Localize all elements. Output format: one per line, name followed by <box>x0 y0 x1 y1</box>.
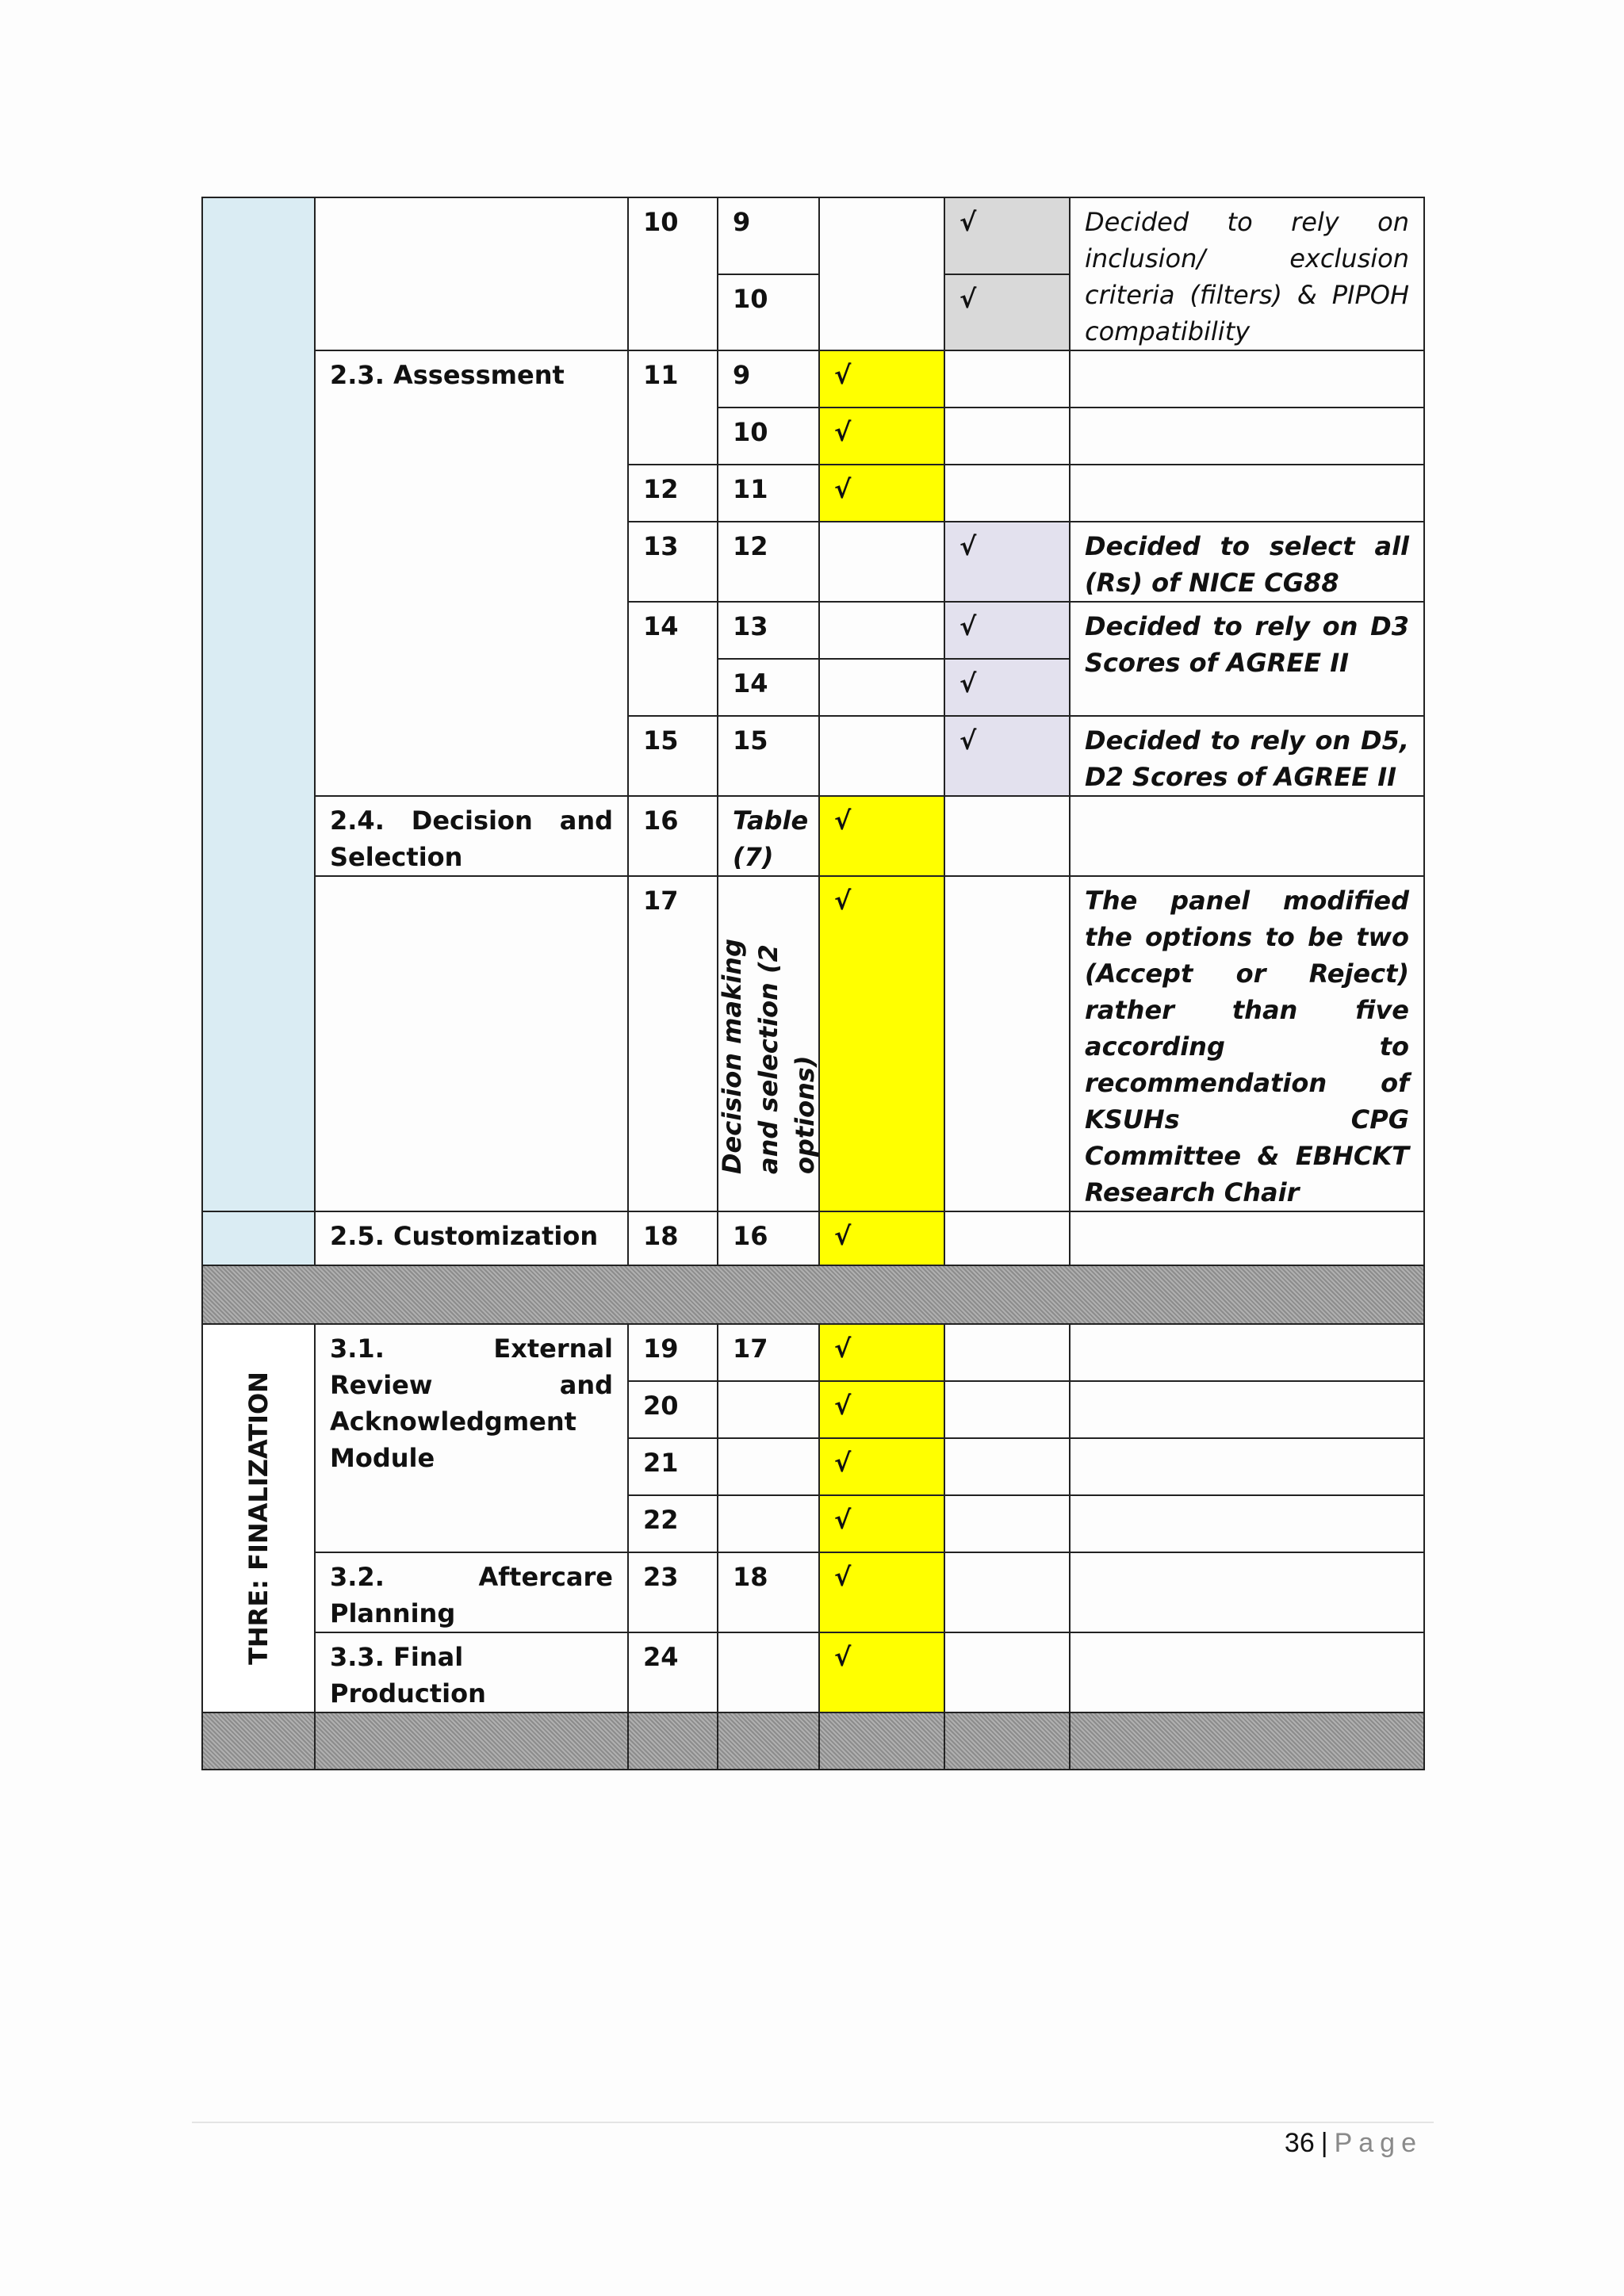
check-cell-b <box>944 465 1070 522</box>
comment-cell <box>1070 408 1424 465</box>
check-cell-a: √ <box>819 876 944 1211</box>
comment-cell <box>1070 350 1424 408</box>
item-number: 21 <box>628 1438 718 1495</box>
sub-item-number <box>718 1632 819 1712</box>
phase-three-cell <box>202 1324 315 1712</box>
comment-cell <box>1070 1632 1424 1712</box>
separator-cell <box>819 1712 944 1770</box>
item-number: 24 <box>628 1632 718 1712</box>
item-number: 23 <box>628 1552 718 1632</box>
check-cell-a: √ <box>819 408 944 465</box>
table-row <box>202 1211 1424 1265</box>
separator-cell <box>628 1712 718 1770</box>
sub-item-number: 13 <box>718 602 819 659</box>
sub-item-number: 15 <box>718 716 819 796</box>
phase-three-label: THRE: FINALIZATION <box>243 1372 274 1665</box>
comment-cell: Decided to rely on D3 Scores of AGREE II <box>1070 602 1424 716</box>
sub-item-number: 10 <box>718 274 819 351</box>
sub-item-number: 12 <box>718 522 819 602</box>
check-cell-b: √ <box>944 522 1070 602</box>
check-cell-a: √ <box>819 465 944 522</box>
comment-cell <box>1070 796 1424 876</box>
section-label <box>315 1324 628 1552</box>
check-cell-a: √ <box>819 350 944 408</box>
item-number: 15 <box>628 716 718 796</box>
section-label <box>315 796 628 876</box>
comment-cell: Decided to rely on D5, D2 Scores of AGREE II <box>1070 716 1424 796</box>
check-cell-a: √ <box>819 796 944 876</box>
item-number: 10 <box>628 197 718 350</box>
item-number: 12 <box>628 465 718 522</box>
section-label: 2.5. Customization <box>315 1211 628 1265</box>
separator-cell <box>202 1712 315 1770</box>
table-row <box>202 1632 1424 1712</box>
table-row <box>202 796 1424 876</box>
item-number: 19 <box>628 1324 718 1381</box>
section-label <box>315 1552 628 1632</box>
phase-two-cell <box>202 197 315 1211</box>
check-cell-a: √ <box>819 1211 944 1265</box>
item-number: 16 <box>628 796 718 876</box>
check-cell-b <box>944 1438 1070 1495</box>
section-label-text: 3.1. External Review and Acknowledgment Module <box>330 1334 613 1473</box>
check-cell-b: √ <box>944 274 1070 351</box>
phase-two-cell <box>202 1211 315 1265</box>
check-cell-a <box>819 197 944 350</box>
section-cell <box>315 876 628 1211</box>
item-number: 11 <box>628 350 718 465</box>
sub-item-number: 11 <box>718 465 819 522</box>
sub-item-number <box>718 1495 819 1552</box>
check-cell-a: √ <box>819 1552 944 1632</box>
item-number: 17 <box>628 876 718 1211</box>
check-cell-a: √ <box>819 1495 944 1552</box>
comment-cell: Decided to rely on inclusion/ exclusion criteria (filters) & PIPOH compatibility <box>1070 197 1424 350</box>
check-cell-b: √ <box>944 659 1070 716</box>
separator-cell <box>718 1712 819 1770</box>
footer-separator: | <box>1320 2128 1328 2158</box>
check-cell-a: √ <box>819 1632 944 1712</box>
sub-item-number: 10 <box>718 408 819 465</box>
footer-rule <box>192 2122 1434 2123</box>
evaluation-table <box>201 197 1425 1770</box>
check-cell-b: √ <box>944 716 1070 796</box>
separator-cell <box>202 1265 1424 1324</box>
check-cell-b <box>944 350 1070 408</box>
table-row <box>202 197 1424 274</box>
check-cell-a: √ <box>819 1438 944 1495</box>
section-label: 3.3. Final Production <box>315 1632 628 1712</box>
check-cell-a: √ <box>819 1324 944 1381</box>
sub-item-number: 18 <box>718 1552 819 1632</box>
sub-item-number: 9 <box>718 350 819 408</box>
sub-item-number: 16 <box>718 1211 819 1265</box>
comment-cell <box>1070 1552 1424 1632</box>
item-number: 13 <box>628 522 718 602</box>
check-cell-a <box>819 716 944 796</box>
check-cell-a <box>819 602 944 659</box>
sub-item-label: Table (7) <box>718 796 819 876</box>
check-cell-b <box>944 1211 1070 1265</box>
section-label-text: 3.2. Aftercare Planning <box>330 1562 613 1628</box>
check-cell-b: √ <box>944 197 1070 274</box>
check-cell-a <box>819 522 944 602</box>
section-label-text: 2.4. Decision and Selection <box>330 806 613 872</box>
comment-cell <box>1070 1324 1424 1381</box>
comment-cell <box>1070 1495 1424 1552</box>
separator-row <box>202 1265 1424 1324</box>
comment-cell: Decided to select all (Rs) of NICE CG88 <box>1070 522 1424 602</box>
separator-cell <box>315 1712 628 1770</box>
page-word: Page <box>1334 2128 1423 2158</box>
sub-item-number <box>718 1381 819 1438</box>
check-cell-a <box>819 659 944 716</box>
sub-item-number: 9 <box>718 197 819 274</box>
check-cell-b <box>944 1632 1070 1712</box>
comment-cell <box>1070 1381 1424 1438</box>
check-cell-b <box>944 1552 1070 1632</box>
table-row <box>202 350 1424 408</box>
item-number: 14 <box>628 602 718 716</box>
comment-cell <box>1070 465 1424 522</box>
comment-cell: The panel modified the options to be two (Accept or Reject) rather than five according to recommendation of KSUHs CPG Committee & EBHCKT Research Chair <box>1070 876 1424 1211</box>
check-cell-b <box>944 1495 1070 1552</box>
separator-cell <box>944 1712 1070 1770</box>
separator-cell <box>1070 1712 1424 1770</box>
check-cell-b <box>944 796 1070 876</box>
sub-item-number: 14 <box>718 659 819 716</box>
sub-item-vertical-cell <box>718 876 819 1211</box>
comment-cell <box>1070 1438 1424 1495</box>
item-number: 18 <box>628 1211 718 1265</box>
check-cell-b <box>944 876 1070 1211</box>
sub-item-number: 17 <box>718 1324 819 1381</box>
item-number: 20 <box>628 1381 718 1438</box>
page-footer <box>1285 2128 1423 2159</box>
check-cell-b: √ <box>944 602 1070 659</box>
table-row <box>202 1324 1424 1381</box>
section-label: 2.3. Assessment <box>315 350 628 796</box>
sub-item-vertical-text: Decision making and selection (2 options) <box>717 939 820 1174</box>
item-number: 22 <box>628 1495 718 1552</box>
section-cell <box>315 197 628 350</box>
check-cell-b <box>944 1324 1070 1381</box>
separator-row <box>202 1712 1424 1770</box>
sub-item-number <box>718 1438 819 1495</box>
comment-cell <box>1070 1211 1424 1265</box>
table-row <box>202 1552 1424 1632</box>
check-cell-a: √ <box>819 1381 944 1438</box>
table-row <box>202 876 1424 1211</box>
check-cell-b <box>944 408 1070 465</box>
check-cell-b <box>944 1381 1070 1438</box>
page-number: 36 <box>1284 2128 1315 2158</box>
